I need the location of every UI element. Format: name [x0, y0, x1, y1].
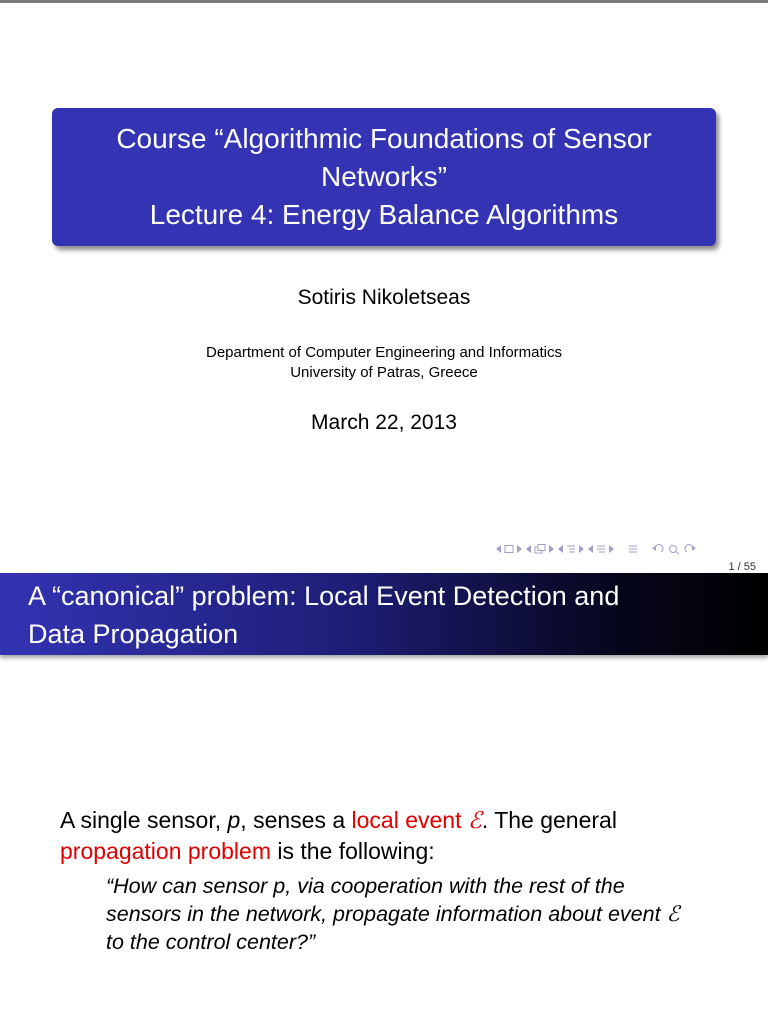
- text-a-single-sensor: A single sensor,: [60, 807, 228, 833]
- institute: [0, 343, 768, 383]
- symbol-event-e: ℰ: [666, 902, 680, 926]
- quote-part-2: to the control center?”: [106, 930, 316, 954]
- quote-part-1: “How can sensor p, via cooperation with the rest of the sensors in the network, propagate information about event: [106, 874, 667, 926]
- title-box: [52, 108, 716, 246]
- text-the-general: . The general: [481, 807, 617, 833]
- problem-quote: [106, 872, 696, 956]
- arrow-left-icon: [496, 545, 502, 553]
- slide-icon: [504, 545, 514, 553]
- title-line-1: Course “Algorithmic Foundations of Sensor: [116, 123, 652, 154]
- arrow-left-icon: [558, 545, 564, 553]
- nav-subsection[interactable]: [558, 544, 584, 554]
- arrow-right-icon: [578, 545, 584, 553]
- term-local-event: local event: [351, 807, 462, 833]
- arrow-right-icon: [548, 545, 554, 553]
- var-p: p: [227, 807, 241, 833]
- top-rule: [0, 0, 768, 3]
- arrow-right-icon: [516, 545, 522, 553]
- author: Sotiris Nikoletseas: [297, 286, 471, 309]
- redo-icon[interactable]: [684, 544, 696, 554]
- frame-title: [0, 573, 768, 655]
- arrow-left-icon: [526, 545, 532, 553]
- title-line-3: Lecture 4: Energy Balance Algorithms: [149, 199, 619, 230]
- page-number: 1 / 55: [728, 561, 756, 573]
- frame-title-line-2: Data Propagation: [28, 619, 239, 649]
- nav-slide[interactable]: [496, 545, 522, 553]
- institute-line-1: Department of Computer Engineering and Informatics: [205, 344, 562, 361]
- term-propagation-problem: propagation problem: [60, 838, 271, 864]
- title-line-2: Networks”: [320, 161, 447, 192]
- undo-icon[interactable]: [652, 544, 664, 554]
- nav-frame[interactable]: [526, 544, 554, 554]
- arrow-right-icon: [608, 545, 614, 553]
- subsection-icon: [566, 544, 576, 554]
- institute-line-2: University of Patras, Greece: [290, 364, 478, 381]
- beamer-navigation-bar: [496, 541, 764, 557]
- frame-title-line-1: A “canonical” problem: Local Event Detection and: [28, 581, 620, 611]
- frame-icon: [534, 544, 546, 554]
- text-is-the-following: is the following:: [270, 838, 435, 864]
- symbol-event-e: ℰ: [467, 808, 482, 833]
- arrow-left-icon: [588, 545, 594, 553]
- nav-section[interactable]: [588, 544, 614, 554]
- section-icon: [596, 544, 606, 554]
- date: March 22, 2013: [311, 411, 457, 434]
- problem-statement: [60, 805, 720, 866]
- text-senses: , senses a: [240, 807, 352, 833]
- search-icon[interactable]: [668, 544, 680, 554]
- document-icon[interactable]: [628, 544, 638, 554]
